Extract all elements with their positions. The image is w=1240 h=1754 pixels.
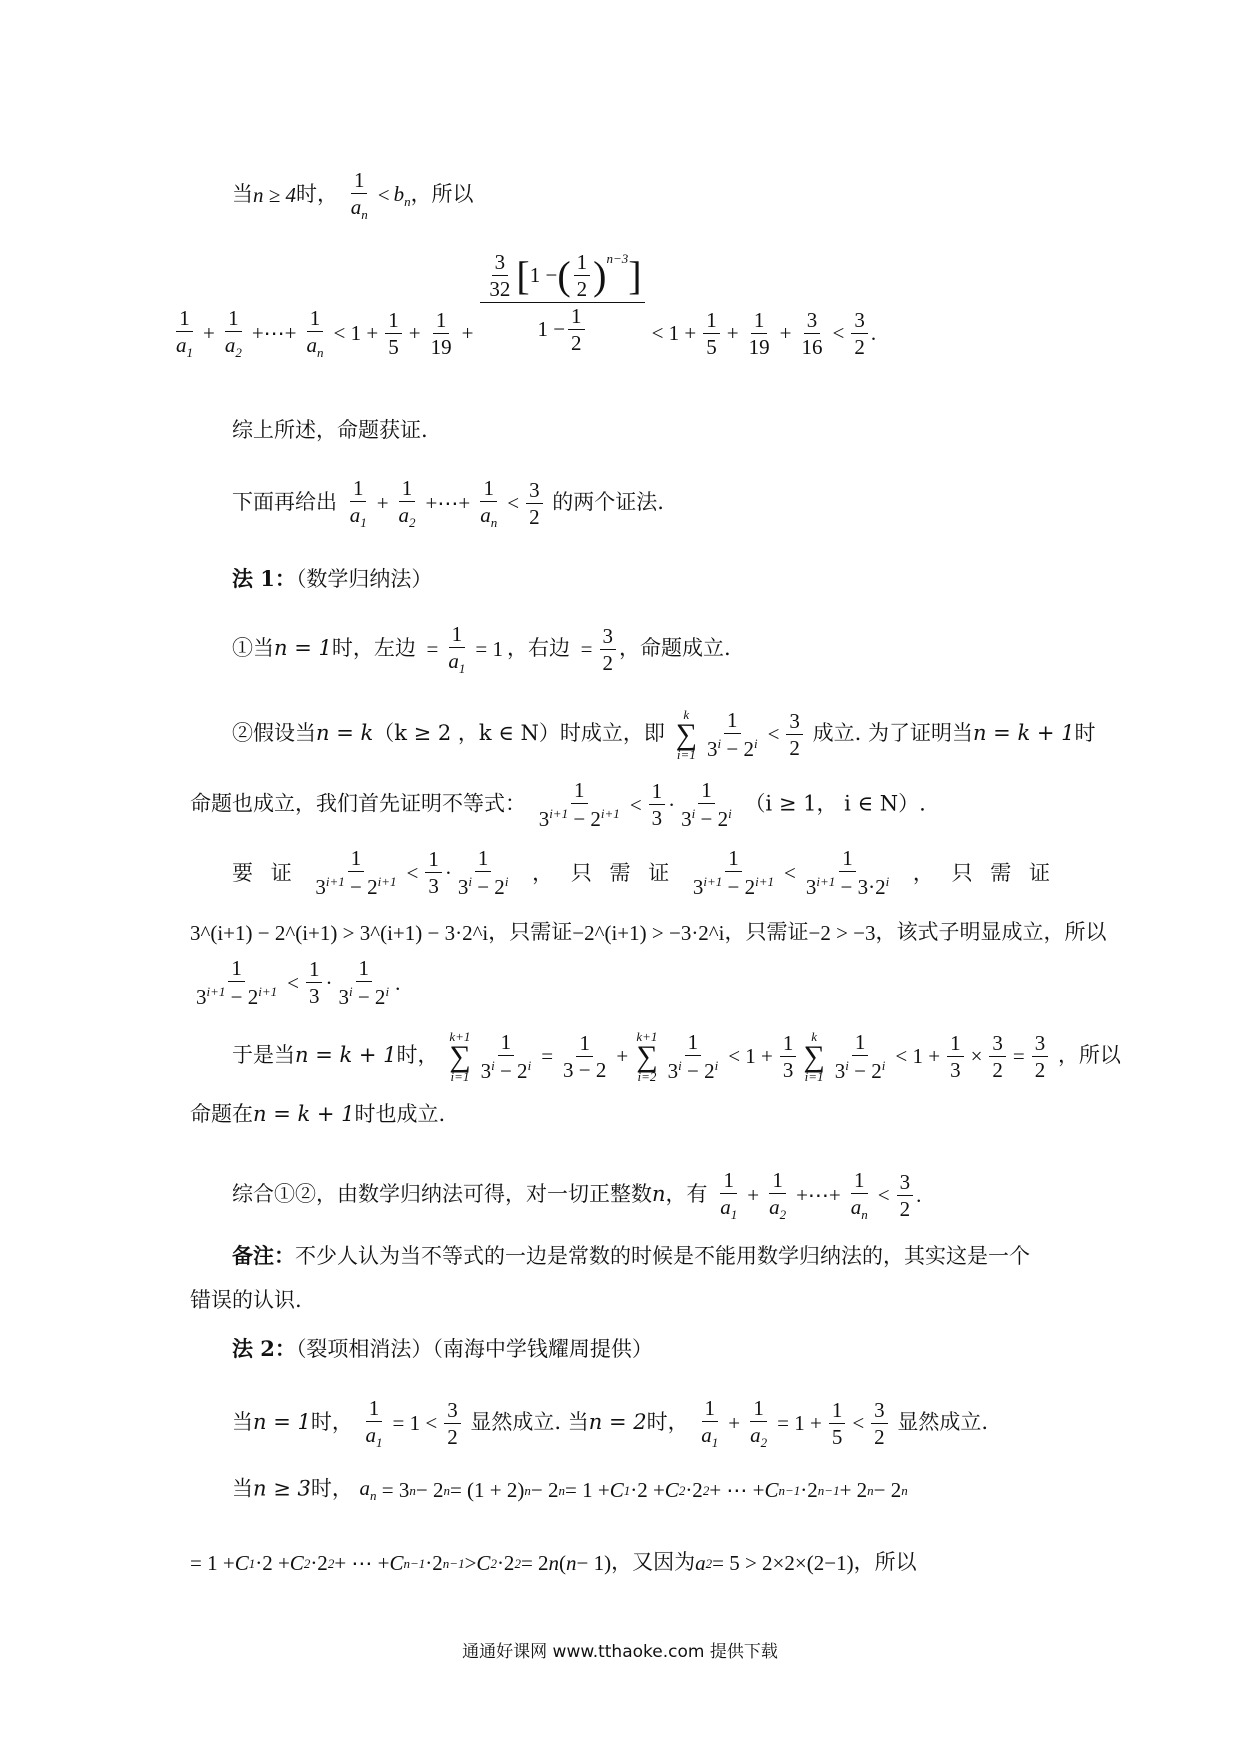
step3b-line: 命题在n = k + 1时也成立. <box>190 1102 446 1126</box>
intro-line: 当n ≥ 4时， $\frac{1}{a_n}$ < $b_n$ ，所以 <box>232 168 474 223</box>
step2c-line: 要 证 $\frac{1}{3^{i+1} - 2^{i+1}}$ < $\frac{1}{3}$ · $\frac{1}{3^i - 2^i}$ ， 只 需 证 $\frac{1}{3^{i+1} - 2^{i+1}}$ < $\frac{1}{3^{i+1} - 3\cdot 2^i}$ ， 只 需 证 <box>232 846 1050 899</box>
step2d-line: 3^(i+1) − 2^(i+1) > 3^(i+1) − 3·2^i，只需证−2^(i+1) > −3·2^i，只需证−2 > −3，该式子明显成立，所以 <box>190 920 1107 945</box>
combine-line: 综合①②，由数学归纳法可得，对一切正整数n，有 $\frac{1}{a_1}$ + $\frac{1}{a_2}$ +⋯+ $\frac{1}{a_n}$ < $\frac{3}{2}$ . <box>232 1168 922 1223</box>
formula-inline: $\frac{1}{a_n}$ < $b_n$ <box>350 168 411 223</box>
footer-credit: 通通好课网 www.tthaoke.com 提供下载 <box>462 1642 778 1662</box>
m2-line2: 当n ≥ 3时， $a_n$ = 3 n − 2 n = (1 + 2) n − 2 n = 1 + C 1 ·2 + C 2 ·2 2 + ⋯ + C n−1 ·2 n−1 + 2 n − 2 n <box>232 1476 908 1504</box>
step2a-line: ②假设当n = k（k ≥ 2 ，k ∈ N）时成立，即 k ∑ i=1 $\frac{1}{3^i - 2^i}$ < $\frac{3}{2}$ 成立. 为了证明当n = k + 1时 <box>232 707 1096 762</box>
m2-line1: 当n = 1时， $\frac{1}{a_1}$ = 1 < $\frac{3}{2}$ 显然成立. 当n = 2时， $\frac{1}{a_1}$ + $\frac{1}{a_2}$ = 1 + $\frac{1}{5}$ < $\frac{3}{2}$ 显然成立. <box>232 1396 989 1451</box>
step1-line: ①当n = 1时，左边 = $\frac{1}{a_1}$ = 1 ，右边 = $\frac{3}{2}$ ，命题成立. <box>232 622 731 677</box>
step2b-line: 命题也成立，我们首先证明不等式： $\frac{1}{3^{i+1} - 2^{i+1}}$ < $\frac{1}{3}$ · $\frac{1}{3^i - 2^i}$ （i ≥ 1， i ∈ N）. <box>190 778 926 831</box>
condition-n-ge-4: n ≥ 4 <box>253 183 297 208</box>
step3-line: 于是当n = k + 1时， k+1 ∑ i=1 $\frac{1}{3^i - 2^i}$ = $\frac{1}{3 - 2}$ + k+1 ∑ i=2 $\frac{1}{3^i - 2^i}$ < 1 + $\frac{1}{3}$ k ∑ i=1 $\frac{1}{3^i - 2^i}$ < 1 + $\frac{1}{3}$ × $\frac{3}{2}$ = $\frac{3}{2}$ ，所以 <box>232 1029 1121 1084</box>
method2-heading: 法 2：（裂项相消法）（南海中学钱耀周提供） <box>232 1336 653 1361</box>
m2-line3: = 1 + C 1 ·2 + C 2 ·2 2 + ⋯ + C n−1 ·2 n−1 > C 2 ·2 2 = 2 n ( n − 1)，又因为 a 2 = 5 > 2×2×(2−1)，所以 <box>190 1550 917 1575</box>
conclusion-line: 综上所述，命题获证. <box>232 418 428 442</box>
step2e-line: $\frac{1}{3^{i+1} - 2^{i+1}}$ < $\frac{1}{3}$ · $\frac{1}{3^i - 2^i}$ . <box>196 956 401 1009</box>
formula-sum-bound: $\frac{1}{a_1}$ + $\frac{1}{a_2}$ +⋯+ $\frac{1}{a_n}$ < 1 + $\frac{1}{5}$ + $\frac{1}{19}$ + $\frac{3}{32}$ [ 1 − ( $\frac{1}{2}$ ) $^{n-3}$ ] 1 − $\frac{1}{2}$ < 1 + $\frac{1}{5}$ + $\frac{1}{19}$ + $\frac{3}{16}$ < $\frac{3}{2}$ . <box>176 249 877 361</box>
proof-intro-line: 下面再给出 $\frac{1}{a_1}$ + $\frac{1}{a_2}$ +⋯+ $\frac{1}{a_n}$ < $\frac{3}{2}$ 的两个证法. <box>232 476 664 531</box>
formula-target: $\frac{1}{a_1}$ + $\frac{1}{a_2}$ +⋯+ $\frac{1}{a_n}$ < $\frac{3}{2}$ <box>344 478 546 529</box>
note-line-2: 错误的认识. <box>190 1288 302 1312</box>
note-line: 备注：不少人认为当不等式的一边是常数的时候是不能用数学归纳法的，其实这是一个 <box>232 1243 1030 1268</box>
method1-heading: 法 1：（数学归纳法） <box>232 566 433 591</box>
sum-inequality-line <box>170 246 1050 359</box>
